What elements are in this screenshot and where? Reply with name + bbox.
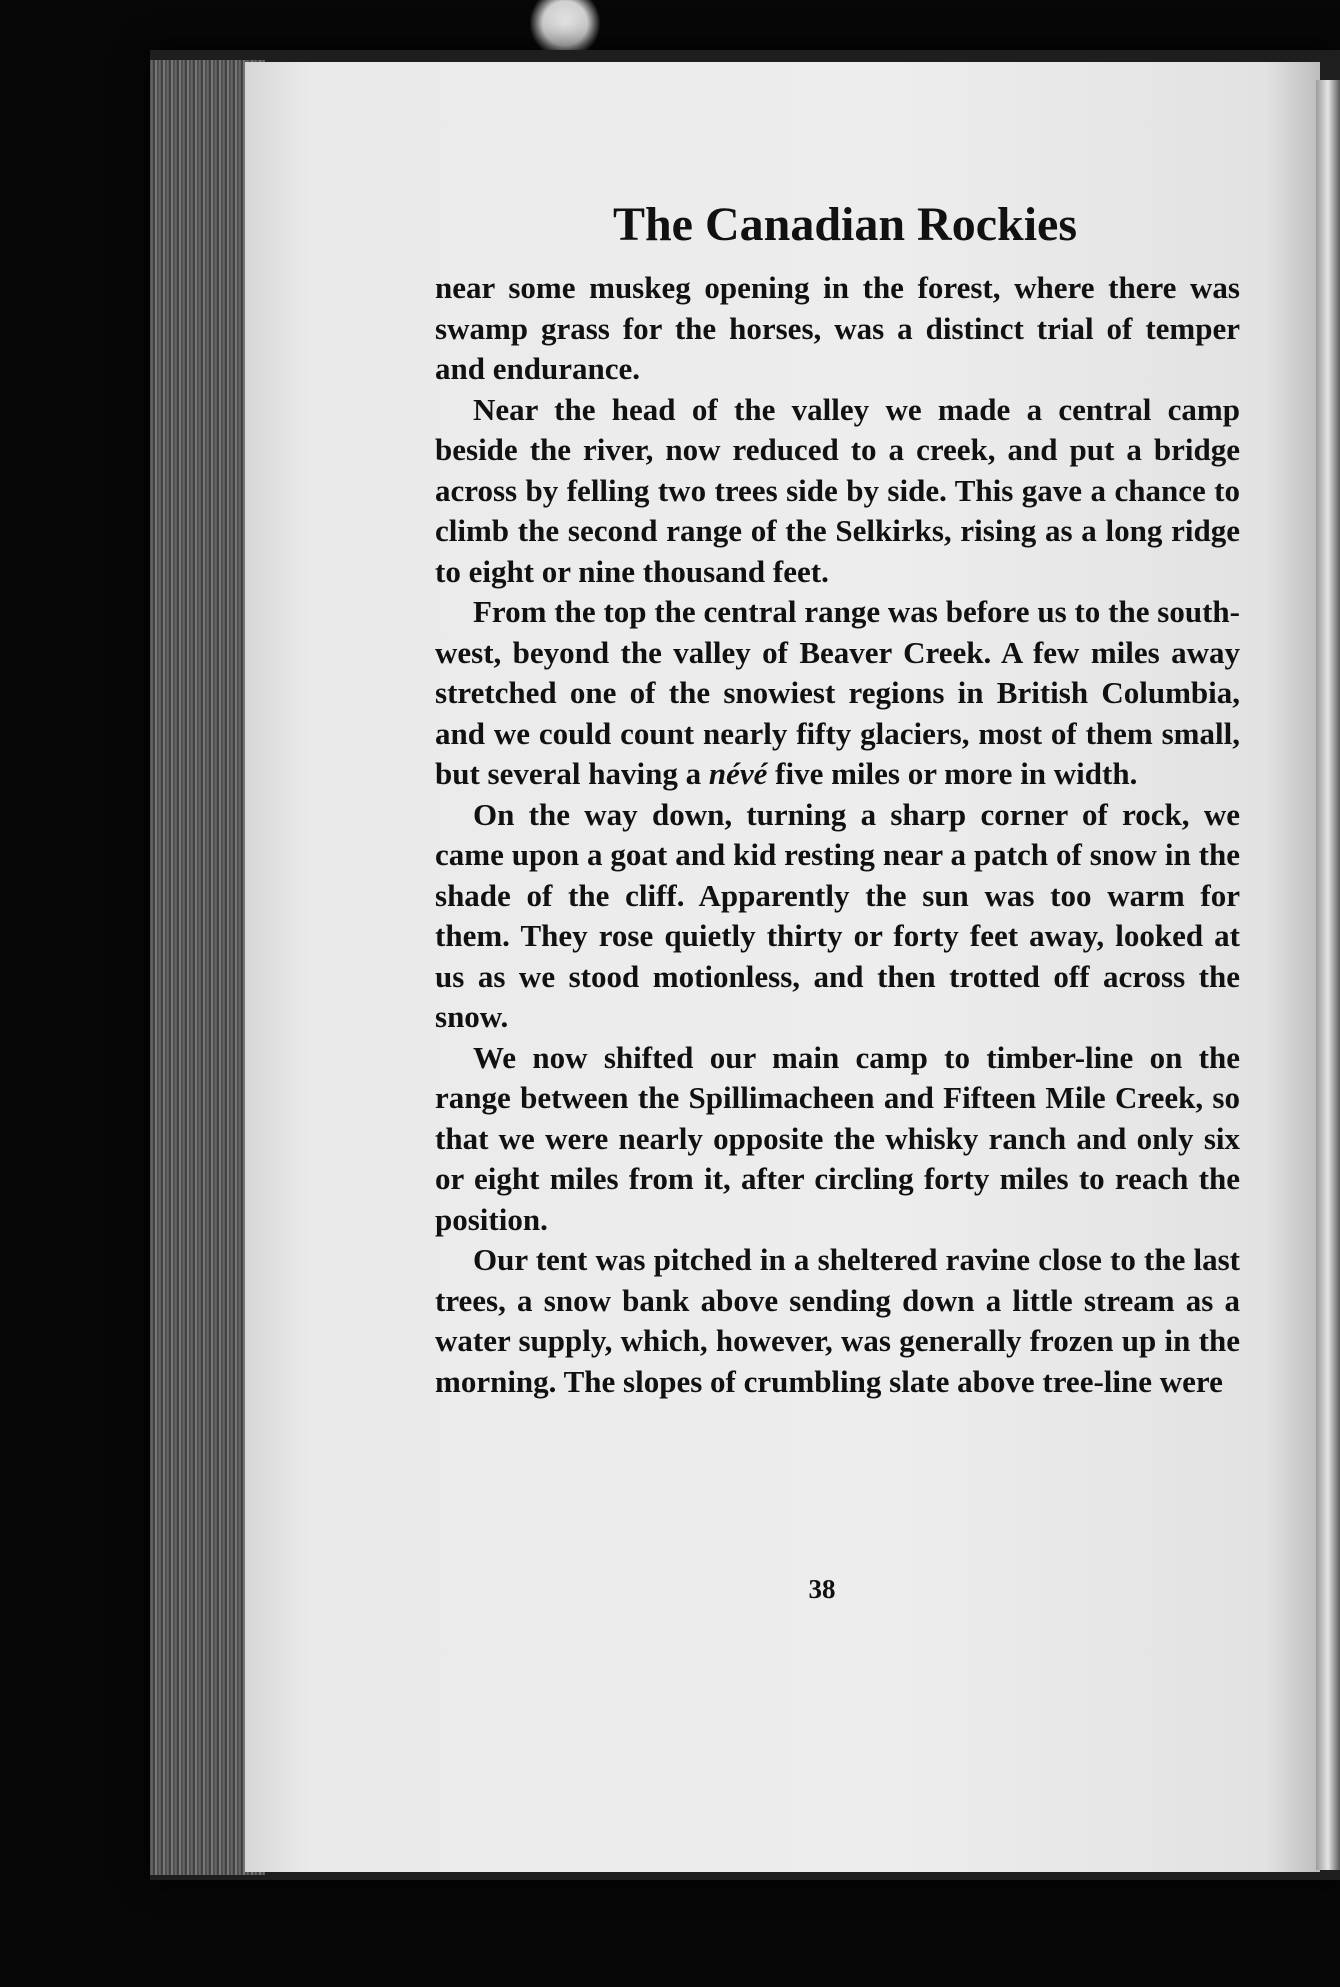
paragraph-5: We now shifted our main camp to timber-line on the range between the Spillimacheen and Fifteen Mile Creek, so that we were nearly opposite the whisky ranch and only six or eight miles from it, after circling forty miles to reach the position. — [435, 1039, 1240, 1237]
page-right-edge — [1316, 80, 1340, 1870]
paragraph-1: near some muskeg opening in the forest, where there was swamp grass for the horses, was a distinct trial of temper and endurance. — [435, 270, 1240, 386]
paragraph-3-text-before: From the top the central range was before us to the south-west, beyond the valley of Beaver Creek. A few miles away stretched one of the snowiest regions in British Columbia, and we could count nearly fifty glaciers, most of them small, but several having a — [435, 594, 1240, 791]
paragraph-6: Our tent was pitched in a sheltered ravine close to the last trees, a snow bank above sending down a little stream as a water supply, which, however, was generally frozen up in the morning. The slopes of crumbling slate above tree-line were — [435, 1242, 1240, 1399]
italic-neve: névé — [708, 756, 768, 791]
paragraph-3 — [435, 592, 1240, 795]
page-number: 38 — [808, 1574, 836, 1604]
paragraph-2: Near the head of the valley we made a central camp beside the river, now reduced to a creek, and put a bridge across by felling two trees side by side. This gave a chance to climb the second range of the Selkirks, rising as a long ridge to eight or nine thousand feet. — [435, 391, 1240, 589]
paragraph-3-text-after: five miles or more in width. — [767, 756, 1138, 791]
body-text — [435, 268, 1240, 1402]
running-head: The Canadian Rockies — [612, 198, 1078, 251]
paragraph-4: On the way down, turning a sharp corner of rock, we came upon a goat and kid resting near a patch of snow in the shade of the cliff. Apparently the sun was too warm for them. They rose quietly thirty or forty feet away, looked at us as we stood motionless, and then trotted off across the snow. — [435, 796, 1240, 1034]
